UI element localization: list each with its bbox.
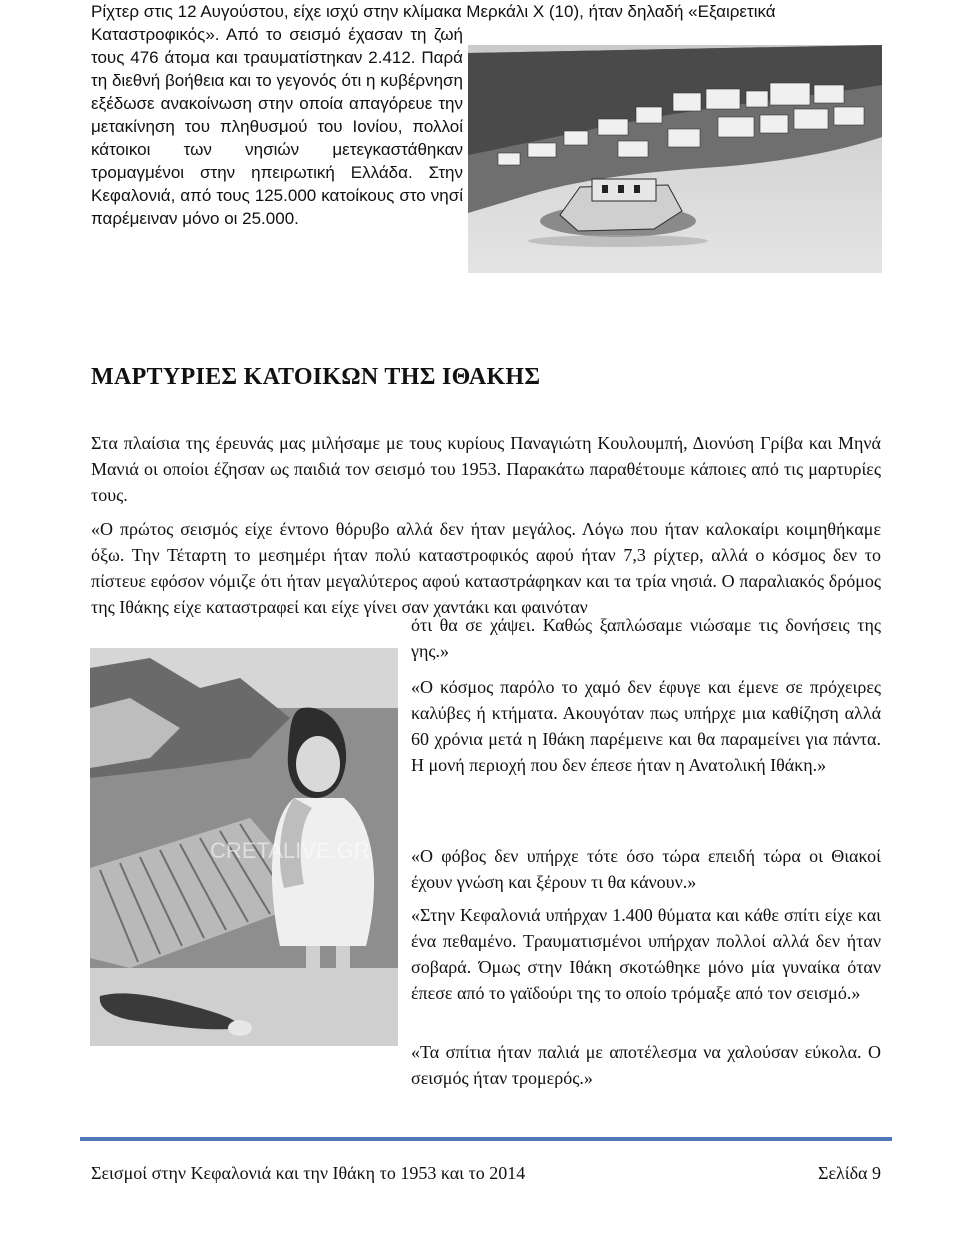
photo-earthquake-woman [90,648,398,1046]
quote-1-continuation: ότι θα σε χάψει. Καθώς ξαπλώσαμε νιώσαμε τις δονήσεις της γης.» [411,615,881,661]
intro-paragraph: Καταστροφικός». Από το σεισμό έχασαν τη ζωή τους 476 άτομα και τραυματίστηκαν 2.412. Παρά τη διεθνή βοήθεια και το γεγονός ότι η κυβέρνηση εξέδωσε ανακοίνωση στην οποία απαγόρευε την μετακίνηση του πληθυσμού του Ιονίου, πολλοί κάτοικοι των νησιών μετεγκαστάθηκαν τρομαγμένοι στην ηπειρωτική Ελλάδα. Στην Κεφαλονιά, από τους 125.000 κατοίκους στο νησί παρέμειναν μόνο οι 25.000. [91,25,463,228]
quote-1-paragraph: «Ο πρώτος σεισμός είχε έντονο θόρυβο αλλά δεν ήταν μεγάλος. Λόγω που ήταν καλοκαίρι κοιμηθήκαμε όξω. Την Τέταρτη το μεσημέρι ήταν πολύ καταστροφικός αφού ήταν 7,3 ρίχτερ, αλλά ο κόσμος δεν το πίστευε εφόσον νόμιζε ότι ήταν μεγαλύτερος αφού καταστράφηκαν και τα τρία νησιά. Ο παραλιακός δρόμος της Ιθάκης είχε καταστραφεί και είχε γίνει σαν χαντάκι και φαινόταν [91,519,881,617]
quote-3-paragraph: «Ο φόβος δεν υπήρχε τότε όσο τώρα επειδή τώρα οι Θιακοί έχουν γνώση και ξέρουν τι θα κάνουν.» [411,846,881,892]
quote-4-paragraph: «Στην Κεφαλονιά υπήρχαν 1.400 θύματα και κάθε σπίτι είχε και ένα πεθαμένο. Τραυματισμένοι υπήρχαν πολλοί αλλά δεν ήταν σοβαρά. Όμως στην Ιθάκη σκοτώθηκε μόνο μία γυναίκα όταν έπεσε από το γαϊδούρι της το οποίο τρόμαξε από τον σεισμό.» [411,905,881,1003]
intro-first-line: Ρίχτερ στις 12 Αυγούστου, είχε ισχύ στην κλίμακα Μερκάλι Χ (10), ήταν δηλαδή «Εξαιρετικά [91,2,776,21]
watermark: CRETALIVE.GR [210,838,370,863]
section-heading: ΜΑΡΤΥΡΙΕΣ ΚΑΤΟΙΚΩΝ ΤΗΣ ΙΘΑΚΗΣ [91,364,541,390]
quote-2-paragraph: «Ο κόσμος παρόλο το χαμό δεν έφυγε και έμενε σε πρόχειρες καλύβες ή κτήματα. Ακουγόταν πως υπήρχε μια καθίζηση αλλά 60 χρόνια μετά η Ιθάκη παρέμεινε και θα παραμείνει για πάντα. Η μονή περιοχή που δεν έπεσε ήταν η Ανατολική Ιθάκη.» [411,677,881,775]
footer-rule [80,1137,892,1141]
quote-5-paragraph: «Τα σπίτια ήταν παλιά με αποτέλεσμα να χαλούσαν εύκολα. Ο σεισμός ήταν τρομερός.» [411,1042,881,1088]
research-paragraph: Στα πλαίσια της έρευνάς μας μιλήσαμε με τους κυρίους Παναγιώτη Κουλουμπή, Διονύση Γρίβα και Μηνά Μανιά οι οποίοι έζησαν ως παιδιά τον σεισμό του 1953. Παρακάτω παραθέτουμε κάποιες από τις μαρτυρίες τους. [91,433,881,505]
footer-page-number: Σελίδα 9 [817,1163,881,1183]
photo-island-castle [468,45,882,273]
footer-title: Σεισμοί στην Κεφαλονιά και την Ιθάκη το 1953 και το 2014 [91,1163,526,1183]
